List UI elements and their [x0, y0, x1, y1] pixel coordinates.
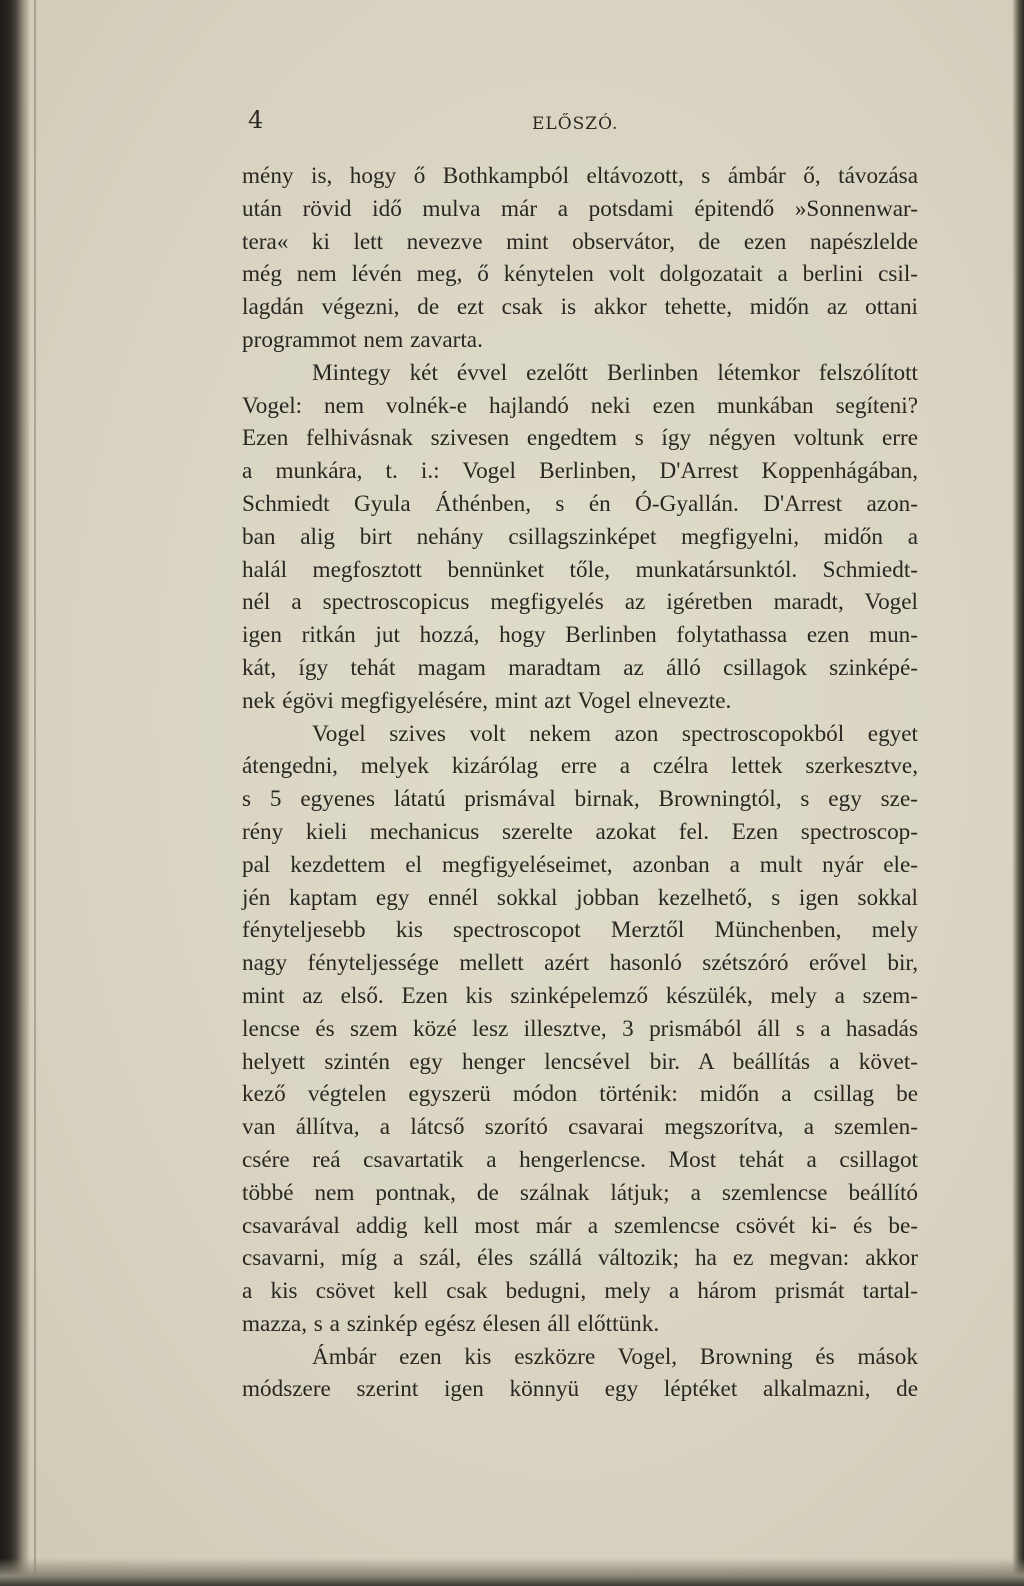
bottom-page-edge: [0, 1558, 1024, 1586]
text-line: halál megfosztott bennünket tőle, munkatársunktól. Schmiedt-: [242, 556, 918, 583]
text-line: a kis csövet kell csak bedugni, mely a három prismát tartal-: [242, 1278, 918, 1305]
page-header: [242, 106, 917, 140]
text-line: fényteljesebb kis spectroscopot Merztől Münchenben, mely: [242, 917, 918, 944]
text-line: mazza, s a szinkép egész élesen áll előttünk.: [242, 1310, 660, 1337]
text-line: mény is, hogy ő Bothkampból eltávozott, s ámbár ő, távozása: [242, 163, 918, 189]
text-line: a munkára, t. i.: Vogel Berlinben, D'Arrest Koppenhágában,: [242, 458, 918, 485]
text-line: kát, így tehát magam maradtam az álló csillagok szinképé-: [242, 654, 918, 681]
text-line: Vogel: nem volnék-e hajlandó neki ezen munkában segíteni?: [242, 392, 918, 419]
page-number: 4: [248, 106, 264, 134]
text-line: tera« ki lett nevezve mint observátor, de ezen napészlelde: [242, 228, 918, 255]
text-line: igen ritkán jut hozzá, hogy Berlinben folytathassa ezen mun-: [242, 622, 918, 649]
text-line: Ámbár ezen kis eszközre Vogel, Browning és mások: [312, 1343, 918, 1370]
text-line: pal kezdettem el megfigyeléseimet, azonban a mult nyár ele-: [242, 851, 918, 878]
text-line: ban alig birt nehány csillagszinképet megfigyelni, midőn a: [242, 523, 918, 550]
text-line: van állítva, a látcső szorító csavarai megszorítva, a szemlen-: [242, 1114, 918, 1141]
body-text: [242, 160, 918, 1406]
text-line: még nem lévén meg, ő kénytelen volt dolgozatait a berlini csil-: [242, 261, 918, 288]
text-line: Mintegy két évvel ezelőtt Berlinben létemkor felszólított: [312, 359, 918, 386]
text-line: után rövid idő mulva már a potsdami épitendő »Sonnenwar-: [242, 195, 918, 222]
text-line: Vogel szives volt nekem azon spectroscopokból egyet: [312, 720, 918, 747]
text-line: Ezen felhivásnak szivesen engedtem s így négyen voltunk erre: [242, 425, 918, 452]
text-line: helyett szintén egy henger lencsével bir. A beállítás a követ-: [242, 1048, 918, 1075]
binding-shadow-line: [34, 0, 36, 1586]
text-line: programmot nem zavarta.: [242, 326, 483, 353]
text-line: s 5 egyenes látatú prismával birnak, Browningtól, s egy sze-: [242, 786, 918, 813]
text-line: nél a spectroscopicus megfigyelés az igéretben maradt, Vogel: [242, 589, 918, 616]
text-line: átengedni, melyek kizárólag erre a czélra lettek szerkesztve,: [242, 753, 918, 780]
text-line: csére reá csavartatik a hengerlencse. Most tehát a csillagot: [242, 1146, 918, 1173]
text-line: nagy fényteljessége mellett azért hasonló szétszóró erővel bir,: [242, 950, 918, 977]
text-line: Schmiedt Gyula Áthénben, s én Ó-Gyallán. D'Arrest azon-: [242, 490, 918, 517]
running-head: ELŐSZÓ.: [532, 114, 619, 134]
text-line: mint az első. Ezen kis szinképelemző készülék, mely a szem-: [242, 982, 918, 1009]
book-binding-edge: [0, 0, 30, 1586]
text-line: többé nem pontnak, de szálnak látjuk; a szemlencse beállító: [242, 1179, 918, 1206]
text-line: lagdán végezni, de ezt csak is akkor tehette, midőn az ottani: [242, 294, 918, 321]
right-page-edge: [1012, 0, 1024, 1586]
text-line: csavarni, míg a szál, éles szállá változik; ha ez megvan: akkor: [242, 1245, 918, 1272]
text-line: módszere szerint igen könnyü egy léptéket alkalmazni, de: [242, 1376, 918, 1403]
text-line: csavarával addig kell most már a szemlencse csövét ki- és be-: [242, 1212, 918, 1239]
text-line: lencse és szem közé lesz illesztve, 3 prismából áll s a hasadás: [242, 1015, 918, 1042]
text-line: kező végtelen egyszerü módon történik: midőn a csillag be: [242, 1081, 918, 1108]
text-line: jén kaptam egy ennél sokkal jobban kezelhető, s igen sokkal: [242, 884, 918, 911]
text-line: nek égövi megfigyelésére, mint azt Vogel elnevezte.: [242, 687, 732, 714]
text-line: rény kieli mechanicus szerelte azokat fel. Ezen spectroscop-: [242, 818, 918, 845]
